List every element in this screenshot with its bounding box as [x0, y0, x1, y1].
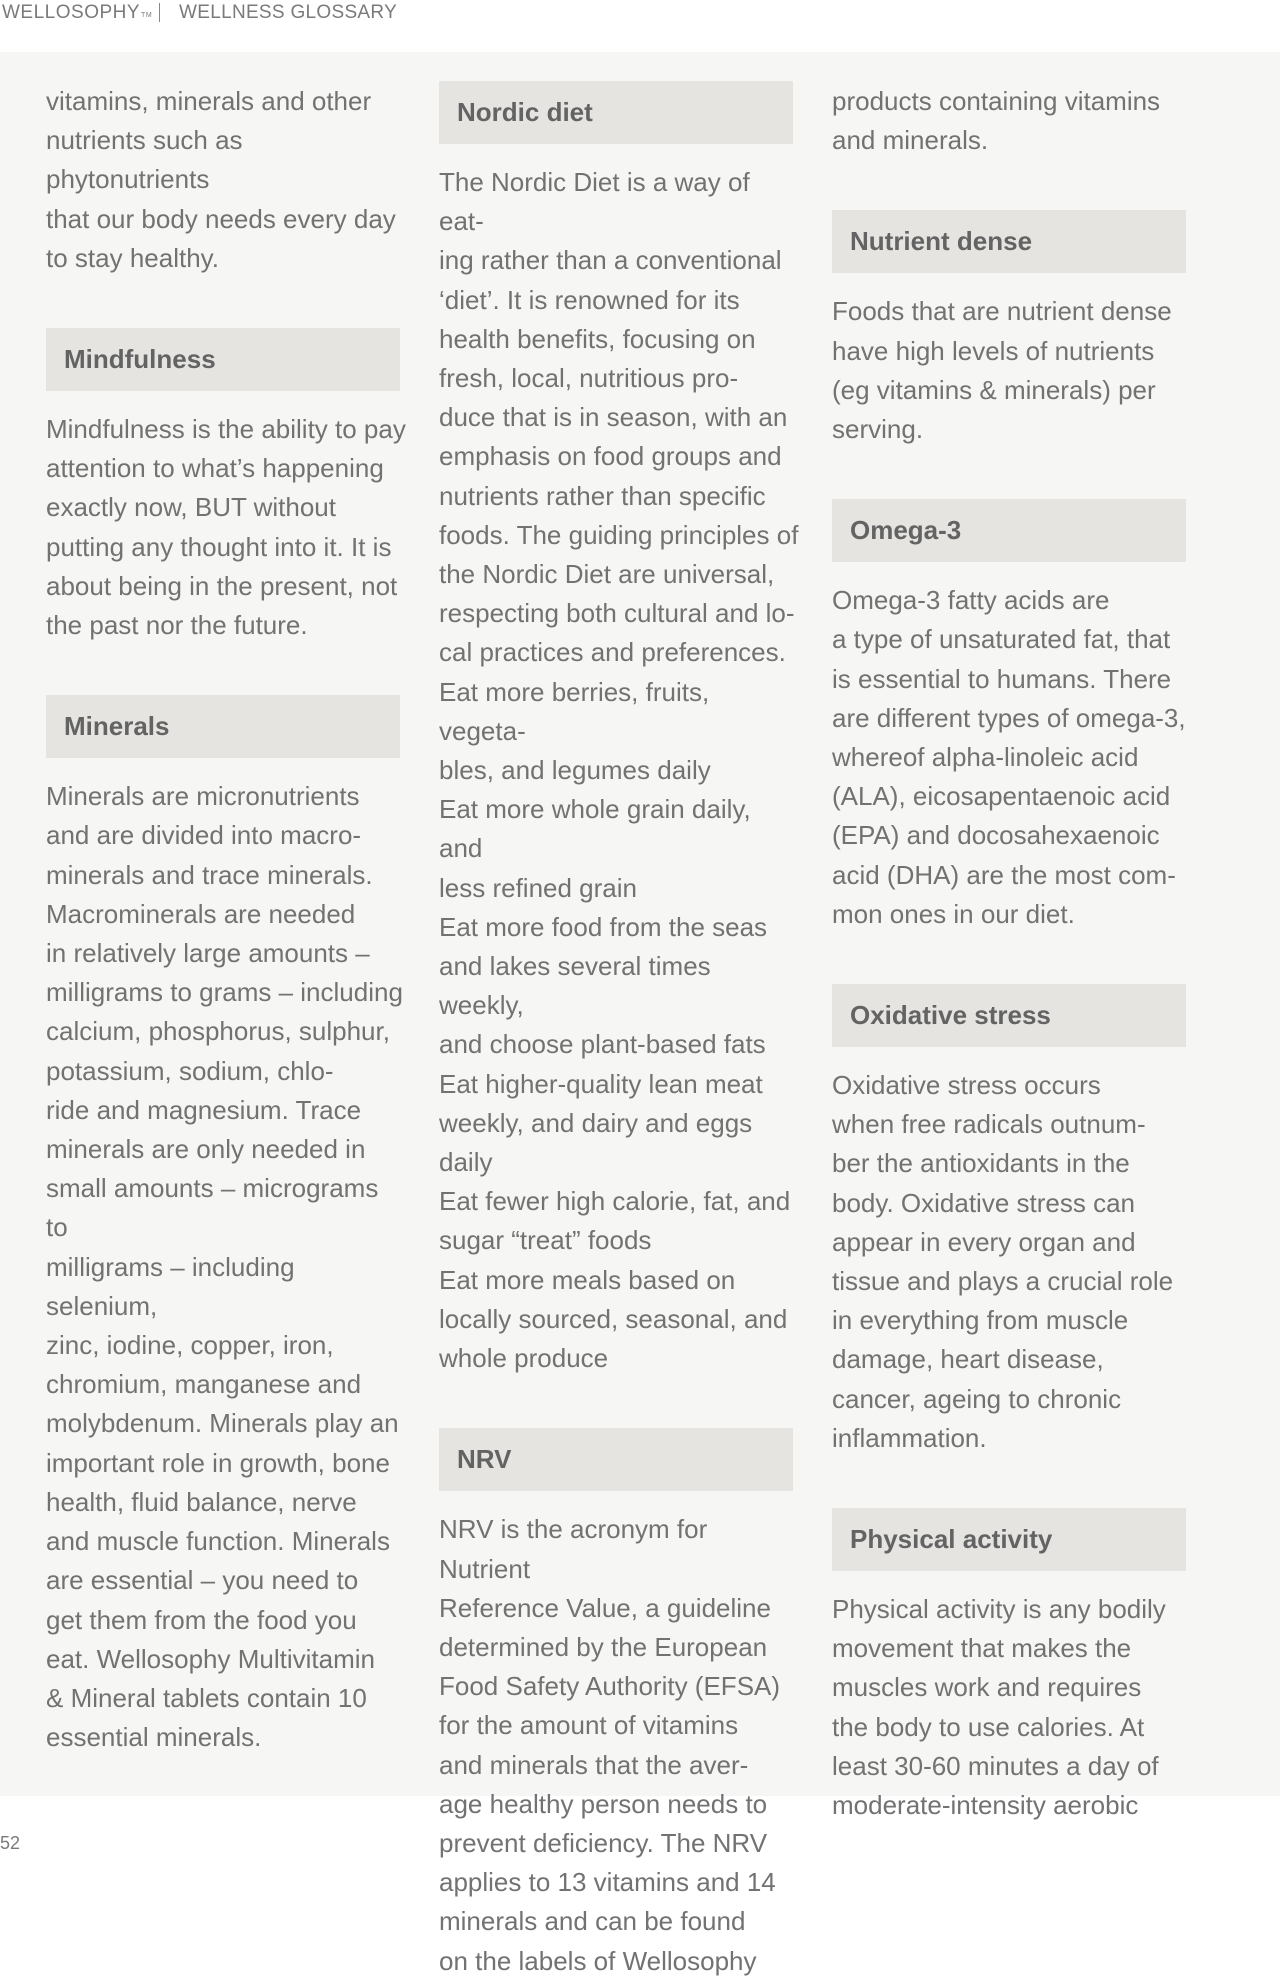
term-heading-nordic-diet: Nordic diet	[439, 81, 793, 144]
brand-name: WELLOSOPHY	[2, 2, 141, 23]
brand-logo	[2, 2, 152, 24]
page-header	[0, 0, 1280, 52]
brand-trademark: TM	[141, 12, 153, 19]
term-heading-minerals: Minerals	[46, 695, 400, 758]
entry-continuation-text: vitamins, minerals and other nutrients such as phytonutrients that our body needs every day to stay healthy.	[46, 86, 396, 273]
definition-nutrient-dense: Foods that are nutrient dense have high levels of nutrients (eg vitamins & minerals) per serving.	[832, 296, 1172, 445]
document-title: WELLNESS GLOSSARY	[179, 2, 398, 23]
column-1	[46, 82, 406, 1757]
term-heading-physical-activity: Physical activity	[832, 1508, 1186, 1571]
column-3	[832, 82, 1192, 1825]
entry-continuation-text: products containing vitamins and minerals.	[832, 86, 1161, 156]
term-heading-nrv: NRV	[439, 1428, 793, 1491]
definition-physical-activity: Physical activity is any bodily movement that makes the muscles work and requires the body to use calories. At least 30-60 minutes a day of moderate-intensity aerobic	[832, 1594, 1166, 1821]
header-divider	[159, 3, 160, 22]
definition-nordic-diet: The Nordic Diet is a way of eat- ing rather than a conventional ‘diet’. It is renowned for its health benefits, focusing on fresh, local, nutritious pro- duce that is in season, with an emphasis on food groups and nutrients rather than specific foods. The guiding principles of the Nordic Diet are universal, respecting both cultural and lo- cal practices and preferences. Eat more berries, fruits, vegeta- bles, and legumes daily Eat more whole grain daily, and less refined grain Eat more food from the seas and lakes several times weekly, and choose plant-based fats Eat higher-quality lean meat weekly, and dairy and eggs daily Eat fewer high calorie, fat, and sugar “treat” foods Eat more meals based on locally sourced, seasonal, and whole produce	[439, 167, 799, 1374]
term-heading-omega-3: Omega-3	[832, 499, 1186, 562]
term-heading-mindfulness: Mindfulness	[46, 328, 400, 391]
definition-nrv: NRV is the acronym for Nutrient Reference Value, a guideline determined by the European Food Safety Authority (EFSA) for the amount of vitamins and minerals that the aver- age healthy person needs to prevent deficiency. The NRV applies to 13 vitamins and 14 minerals and can be found on the labels of Wellosophy	[439, 1514, 781, 1976]
column-2	[439, 82, 799, 1981]
definition-omega-3: Omega-3 fatty acids are a type of unsaturated fat, that is essential to humans. There are different types of omega-3, whereof alpha-linoleic acid (ALA), eicosapentaenoic acid (EPA) and docosahexaenoic acid (DHA) are the most com- mon ones in our diet.	[832, 585, 1186, 929]
definition-oxidative-stress: Oxidative stress occurs when free radicals outnum- ber the antioxidants in the body. Oxidative stress can appear in every organ and tissue and plays a crucial role in everything from muscle damage, heart disease, cancer, ageing to chronic inflammation.	[832, 1070, 1174, 1453]
definition-minerals: Minerals are micronutrients and are divided into macro- minerals and trace minerals. Macrominerals are needed in relatively large amounts – milligrams to grams – including calcium, phosphorus, sulphur, potassium, sodium, chlo- ride and magnesium. Trace minerals are only needed in small amounts – micrograms to milligrams – including selenium, zinc, iodine, copper, iron, chromium, manganese and molybdenum. Minerals play an important role in growth, bone health, fluid balance, nerve and muscle function. Minerals are essential – you need to get them from the food you eat. Wellosophy Multivitamin & Mineral tablets contain 10 essential minerals.	[46, 781, 403, 1753]
term-heading-nutrient-dense: Nutrient dense	[832, 210, 1186, 273]
page-number: 52	[0, 1833, 21, 1853]
definition-mindfulness: Mindfulness is the ability to pay attention to what’s happening exactly now, BUT without putting any thought into it. It is about being in the present, not the past nor the future.	[46, 414, 406, 641]
term-heading-oxidative-stress: Oxidative stress	[832, 984, 1186, 1047]
